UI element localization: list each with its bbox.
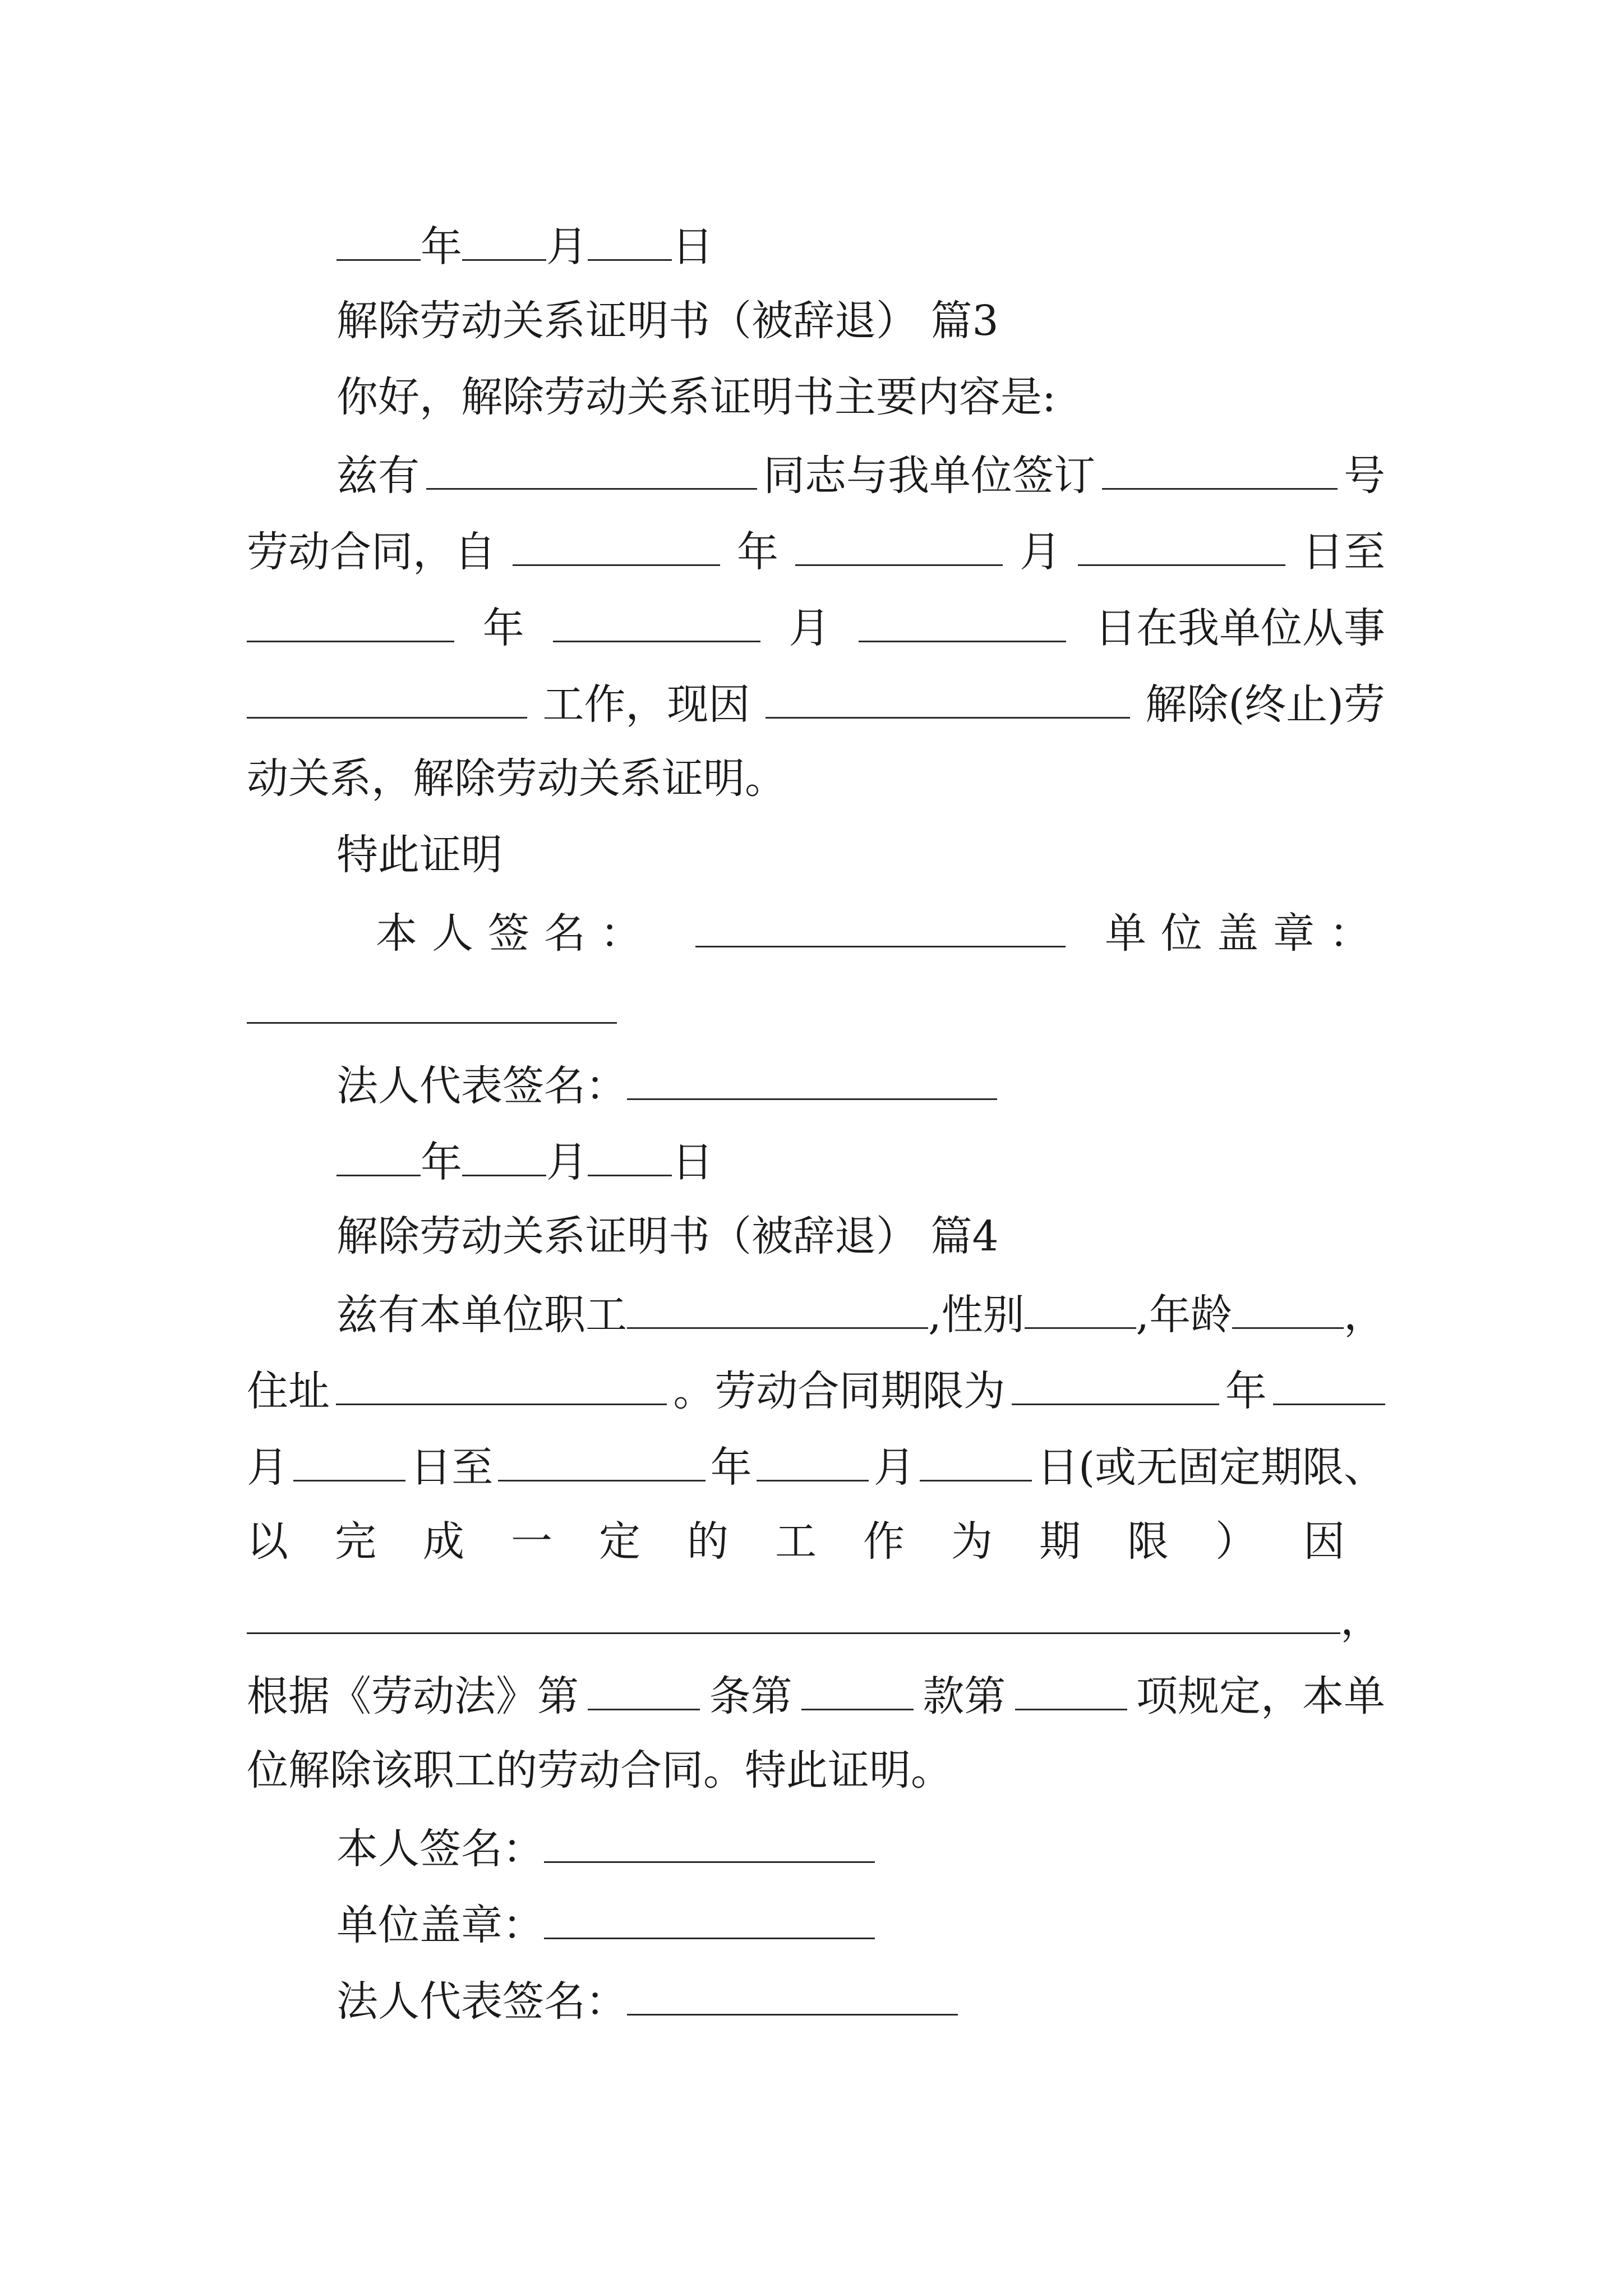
- clause-blank: [801, 1667, 914, 1710]
- paragraph-line: [247, 1438, 1385, 1492]
- day-blank: [293, 1438, 405, 1481]
- text-run: 年: [1225, 1367, 1267, 1415]
- text-run: 兹有本单位职工: [336, 1291, 627, 1339]
- signature-line: [336, 1820, 1385, 1874]
- day-blank: [588, 1133, 672, 1176]
- paragraph-line: [247, 523, 1385, 577]
- month-label: 月: [546, 1138, 588, 1186]
- legal-rep-blank: [627, 1057, 997, 1100]
- text-run: 。劳动合同期限为: [673, 1367, 1006, 1415]
- years-blank: [1012, 1362, 1219, 1405]
- year-label: 年: [421, 1138, 462, 1186]
- text-run: 日(或无固定期限、: [1037, 1443, 1385, 1492]
- seal-blank: [544, 1896, 875, 1939]
- text-run: 兹有: [336, 452, 419, 500]
- text-run: 月: [789, 604, 831, 652]
- year-blank: [498, 1438, 706, 1481]
- day-blank: [1078, 523, 1285, 566]
- legal-rep-label: 法人代表签名：: [336, 1977, 627, 2026]
- gender-blank: [1025, 1286, 1136, 1329]
- text-run: ,性别: [928, 1291, 1025, 1339]
- month-blank: [462, 1133, 546, 1176]
- legal-rep-line: [336, 1972, 1385, 2026]
- text-run: 劳动合同，自: [247, 528, 496, 576]
- month-blank: [795, 523, 1003, 566]
- date-line: [336, 218, 1385, 272]
- job-blank: [247, 675, 527, 719]
- reason-blank: [247, 1591, 1340, 1634]
- age-blank: [1232, 1286, 1344, 1329]
- paragraph-line: [247, 1515, 1391, 1568]
- text-run: 年: [710, 1443, 752, 1492]
- legal-rep-label: 法人代表签名：: [336, 1062, 627, 1110]
- day-label: 日: [672, 223, 713, 271]
- paragraph-line: [247, 1362, 1385, 1416]
- text-run: 解除(终止)劳: [1145, 680, 1385, 729]
- certify-text: 特此证明: [336, 831, 502, 879]
- seal-label: 单位盖章：: [336, 1901, 544, 1949]
- text-run: ，: [1340, 1596, 1382, 1644]
- text-run: 月: [873, 1443, 915, 1492]
- text-run: 款第: [923, 1672, 1006, 1720]
- month-blank: [553, 599, 760, 642]
- text-run: ，: [1344, 1291, 1385, 1339]
- text-run: 年: [737, 528, 778, 576]
- legal-rep-blank: [627, 1972, 958, 2016]
- year-label: 年: [421, 223, 462, 271]
- text-run: 月: [247, 1443, 288, 1492]
- text-run: 月: [1020, 528, 1061, 576]
- month-blank: [1273, 1362, 1385, 1405]
- section-title: 解除劳动关系证明书（被辞退） 篇3: [336, 297, 999, 345]
- text-run: 日至: [1302, 528, 1385, 576]
- day-label: 日: [672, 1138, 713, 1186]
- paragraph-line: [247, 599, 1385, 653]
- paragraph-line: 动关系，解除劳动关系证明。: [247, 754, 786, 803]
- year-blank: [513, 523, 720, 566]
- signature-label: 本人签名：: [336, 1825, 544, 1873]
- text-run: 号: [1344, 452, 1385, 500]
- greeting-text: 你好，解除劳动关系证明书主要内容是:: [336, 373, 1056, 421]
- paragraph-line: 位解除该职工的劳动合同。特此证明。: [247, 1746, 952, 1795]
- signature-blank: [544, 1820, 875, 1863]
- article-blank: [588, 1667, 700, 1710]
- contract-number-blank: [1102, 447, 1338, 490]
- year-blank: [336, 218, 421, 261]
- text-run: 同志与我单位签订: [763, 452, 1095, 500]
- item-blank: [1015, 1667, 1127, 1710]
- date-line: [336, 1133, 1385, 1187]
- day-blank: [859, 599, 1066, 642]
- year-blank: [336, 1133, 421, 1176]
- text-run: 项规定，本单: [1136, 1672, 1385, 1720]
- paragraph-line: [247, 675, 1385, 729]
- paragraph-line: [247, 1591, 1385, 1645]
- seal-line: [336, 1896, 1385, 1950]
- month-blank: [757, 1438, 869, 1481]
- signature-seal-line: [376, 904, 1385, 958]
- seal-line: [247, 981, 1385, 1034]
- day-blank: [920, 1438, 1032, 1481]
- seal-blank: [247, 981, 617, 1024]
- text-run: ,年龄: [1136, 1291, 1233, 1339]
- employee-name-blank: [627, 1286, 928, 1329]
- text-run: 年: [482, 604, 524, 652]
- text-run: 住址: [247, 1367, 330, 1415]
- paragraph-line: [247, 1667, 1385, 1721]
- signature-label: 本人签名：: [376, 909, 656, 958]
- month-label: 月: [546, 223, 588, 271]
- day-blank: [588, 218, 672, 261]
- text-run: 工作，现因: [542, 680, 750, 729]
- section-title: 解除劳动关系证明书（被辞退） 篇4: [336, 1212, 999, 1260]
- text-run: 以完成一定的工作为期限）因: [247, 1517, 1391, 1566]
- address-blank: [336, 1362, 667, 1405]
- paragraph-line: [336, 447, 1385, 500]
- text-run: 日至: [410, 1443, 494, 1492]
- text-run: 根据《劳动法》第: [247, 1672, 579, 1720]
- reason-blank: [766, 675, 1130, 719]
- year-blank: [247, 599, 454, 642]
- text-run: 日在我单位从事: [1094, 604, 1385, 652]
- legal-rep-line: [336, 1057, 1385, 1111]
- name-blank: [426, 447, 757, 490]
- signature-blank: [695, 904, 1066, 947]
- month-blank: [462, 218, 546, 261]
- text-run: 条第: [709, 1672, 792, 1720]
- seal-label: 单位盖章：: [1105, 909, 1385, 958]
- paragraph-line: [336, 1286, 1385, 1340]
